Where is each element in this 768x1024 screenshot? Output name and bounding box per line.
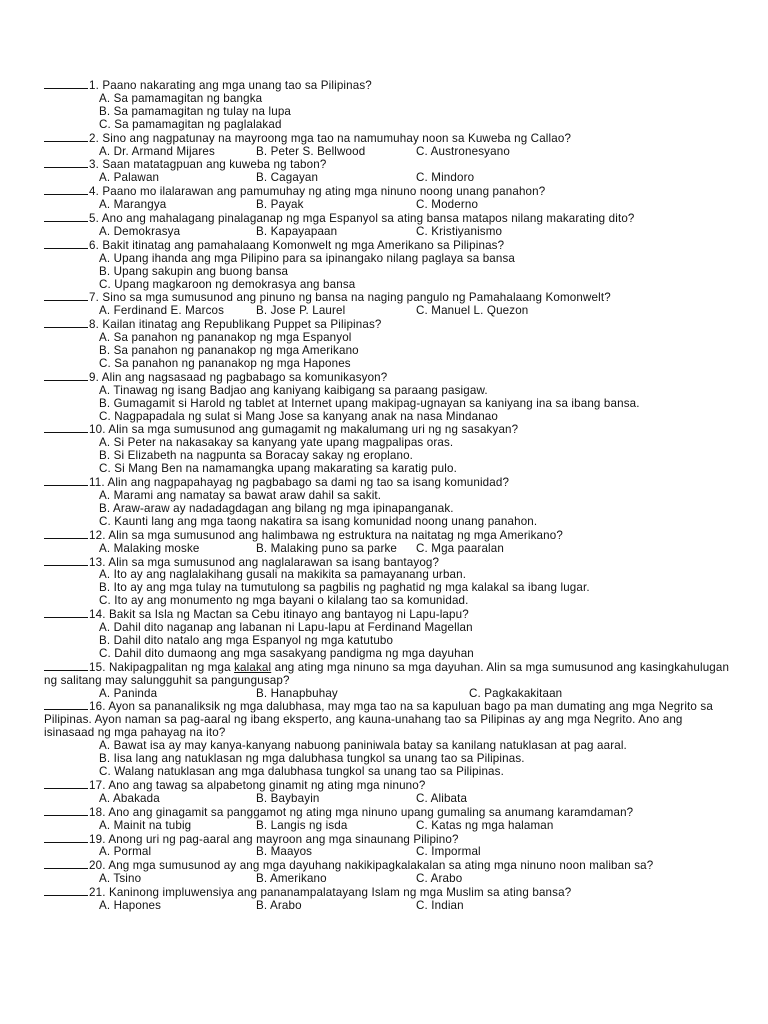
answer-blank[interactable] [44, 185, 88, 195]
question-text: Alin ang nagsasaad ng pagbabago sa komunikasyon? [101, 370, 388, 384]
answer-option[interactable]: C. Upang magkaroon ng demokrasya ang bansa [99, 277, 356, 291]
question-stem [44, 371, 734, 385]
question-stem [44, 806, 734, 820]
question-text: Anong uri ng pag-aaral ang mayroon ang mga sinaunang Pilipino? [108, 832, 459, 846]
answer-blank[interactable] [44, 79, 88, 89]
question-stem [44, 886, 734, 900]
answer-option[interactable]: A. Dr. Armand Mijares [99, 144, 215, 158]
options-row [44, 543, 734, 556]
question-item [44, 608, 734, 661]
question-text: Paano nakarating ang mga unang tao sa Pilipinas? [102, 79, 372, 92]
answer-option[interactable]: B. Payak [256, 198, 304, 212]
question-stem [44, 318, 734, 332]
question-stem [44, 556, 734, 570]
answer-option[interactable]: A. Si Peter na nakasakay sa kanyang yate upang magpalipas oras. [99, 436, 454, 450]
answer-blank[interactable] [44, 859, 88, 869]
answer-blank[interactable] [44, 318, 88, 328]
answer-blank[interactable] [44, 212, 88, 222]
question-text: Ang mga sumusunod ay ang mga dayuhang nakikipagkalakalan sa ating mga ninuno noon maliban sa? [108, 859, 654, 873]
question-text: Bakit itinatag ang pamahalaang Komonwelt ng mga Amerikano sa Pilipinas? [102, 238, 505, 252]
question-item [44, 185, 734, 212]
options-row [44, 305, 734, 318]
question-text: Alin ang nagpapahayag ng pagbabago sa dami ng tao sa isang komunidad? [107, 476, 510, 490]
answer-option[interactable]: A. Demokrasya [99, 224, 181, 238]
answer-blank[interactable] [44, 529, 88, 539]
question-stem [44, 239, 734, 253]
question-stem [44, 661, 734, 688]
answer-option[interactable]: B. Araw-araw ay nadadagdagan ang bilang ng mga ipinapanganak. [99, 501, 454, 515]
answer-option[interactable]: C. Dahil dito dumaong ang mga sasakyang pandigma ng mga dayuhan [99, 646, 474, 660]
question-number: 18. [89, 805, 106, 819]
question-number: 12. [89, 528, 106, 542]
question-number: 20. [89, 859, 106, 873]
question-stem [44, 608, 734, 622]
answer-option[interactable]: B. Kapayapaan [256, 224, 338, 238]
question-stem [44, 779, 734, 793]
answer-blank[interactable] [44, 700, 88, 710]
question-text: Alin sa mga sumusunod ang halimbawa ng estruktura na naitatag ng mga Amerikano? [108, 528, 563, 542]
answer-option[interactable]: B. Iisa lang ang natuklasan ng mga dalubhasa tungkol sa unang tao sa Pilipinas. [99, 752, 525, 766]
question-item [44, 158, 734, 185]
question-item [44, 859, 734, 886]
answer-option[interactable]: A. Paninda [99, 686, 158, 700]
question-number: 9. [89, 370, 99, 384]
underlined-word: kalakal [234, 660, 272, 674]
question-number: 10. [89, 423, 106, 437]
answer-option[interactable]: A. Ito ay ang naglalakihang gusali na makikita sa pamayanang urban. [99, 568, 467, 582]
question-stem [44, 476, 734, 490]
question-item [44, 239, 734, 292]
answer-option[interactable]: B. Malaking puno sa parke [256, 541, 398, 555]
question-item [44, 700, 734, 778]
question-text: Ano ang mahalagang pinalaganap ng mga Espanyol sa ating bansa matapos nilang makarating dito? [101, 212, 635, 226]
question-stem [44, 291, 734, 305]
answer-option[interactable]: C. Austronesyano [416, 144, 510, 158]
question-text: Sino sa mga sumusunod ang pinuno ng bansa na naging pangulo ng Pamahalaang Komonwelt? [102, 291, 611, 305]
question-number: 19. [89, 832, 106, 846]
answer-option[interactable]: B. Hanapbuhay [256, 686, 338, 700]
question-number: 21. [89, 886, 106, 900]
question-number: 6. [89, 238, 99, 252]
question-item [44, 833, 734, 860]
question-stem [44, 79, 734, 93]
question-item [44, 132, 734, 159]
answer-option[interactable]: A. Sa panahon ng pananakop ng mga Espanyol [99, 331, 352, 345]
answer-option[interactable]: C. Pagkakakitaan [469, 686, 563, 700]
answer-option[interactable]: B. Langis ng isda [256, 818, 348, 832]
question-number: 14. [89, 608, 106, 622]
options-row [44, 688, 734, 701]
answer-option[interactable]: C. Mindoro [416, 171, 475, 185]
question-item [44, 291, 734, 318]
answer-option[interactable]: C. Katas ng mga halaman [416, 818, 554, 832]
question-number: 2. [89, 131, 99, 145]
question-number: 16. [89, 700, 106, 714]
options-row [44, 793, 734, 806]
question-number: 13. [89, 555, 106, 569]
question-stem [44, 158, 734, 172]
answer-option[interactable]: A. Upang ihanda ang mga Pilipino para sa ipinangako nilang paglaya sa bansa [99, 251, 516, 265]
question-text: Bakit sa Isla ng Mactan sa Cebu itinayo ang bantayog ni Lapu-lapu? [108, 608, 469, 622]
question-item [44, 529, 734, 556]
answer-option[interactable]: B. Si Elizabeth na nagpunta sa Boracay sakay ng eroplano. [99, 449, 414, 463]
answer-option[interactable]: A. Dahil dito naganap ang labanan ni Lapu-lapu at Ferdinand Magellan [99, 621, 473, 635]
question-item [44, 79, 734, 132]
answer-option[interactable]: B. Cagayan [256, 171, 319, 185]
options-row [44, 873, 734, 886]
question-number: 17. [89, 778, 106, 792]
answer-blank[interactable] [44, 556, 88, 566]
question-item [44, 318, 734, 371]
answer-blank[interactable] [44, 779, 88, 789]
answer-option[interactable]: C. Walang natuklasan ang mga dalubhasa tungkol sa unang tao sa Pilipinas. [99, 765, 504, 779]
answer-blank[interactable] [44, 476, 88, 486]
answer-option[interactable]: B. Gumagamit si Harold ng tablet at Internet upang makipag-ugnayan sa kaniyang ina sa ibang bansa. [99, 396, 640, 410]
answer-option[interactable]: A. Tsino [99, 872, 142, 886]
options-row [44, 172, 734, 185]
answer-option[interactable]: A. Marangya [99, 198, 167, 212]
answer-option[interactable]: C. Moderno [416, 198, 479, 212]
answer-option[interactable]: C. Manuel L. Quezon [416, 304, 529, 318]
answer-option[interactable]: C. Sa pamamagitan ng paglalakad [99, 117, 282, 131]
question-text: ang ating mga ninuno sa mga dayuhan. Alin sa mga sumusunod ang kasingkahulugan ng salitang may salungguhit sa pangungusap? [44, 660, 730, 687]
answer-option[interactable]: C. Si Mang Ben na namamangka upang makarating sa karatig pulo. [99, 462, 457, 476]
question-number: 5. [89, 212, 99, 226]
question-item [44, 212, 734, 239]
answer-option[interactable]: B. Peter S. Bellwood [256, 144, 366, 158]
question-text: Kailan itinatag ang Republikang Puppet sa Pilipinas? [102, 318, 382, 332]
answer-option[interactable]: C. Kaunti lang ang mga taong nakatira sa isang komunidad noong unang panahon. [99, 514, 538, 528]
answer-option[interactable]: C. Kristiyanismo [416, 224, 503, 238]
answer-option[interactable]: B. Dahil dito natalo ang mga Espanyol ng mga katutubo [99, 633, 394, 647]
question-text: Sino ang nagpatunay na mayroong mga tao na namumuhay noon sa Kuweba ng Callao? [102, 131, 572, 145]
question-item [44, 476, 734, 529]
question-text: Paano mo ilalarawan ang pamumuhay ng ating mga ninuno noong unang panahon? [102, 185, 546, 199]
options-row [44, 846, 734, 859]
answer-option[interactable]: A. Tinawag ng isang Badjao ang kaniyang kaibigang sa paraang pasigaw. [99, 383, 488, 397]
answer-blank[interactable] [44, 423, 88, 433]
options-row [44, 820, 734, 833]
answer-option[interactable]: A. Malaking moske [99, 541, 200, 555]
answer-blank[interactable] [44, 886, 88, 896]
options-row [44, 900, 734, 913]
question-stem [44, 859, 734, 873]
answer-blank[interactable] [44, 239, 88, 249]
question-number: 8. [89, 318, 99, 332]
answer-blank[interactable] [44, 371, 88, 381]
question-text: Kaninong impluwensiya ang pananampalatayang Islam ng mga Muslim sa ating bansa? [108, 886, 572, 900]
answer-blank[interactable] [44, 833, 88, 843]
question-text: Alin sa mga sumusunod ang naglalarawan sa isang bantayog? [108, 555, 440, 569]
question-text: Alin sa mga sumusunod ang gumagamit ng makalumang uri ng ng sasakyan? [108, 423, 519, 437]
question-number: 11. [89, 476, 105, 490]
question-stem [44, 700, 734, 740]
question-item [44, 661, 734, 701]
answer-option[interactable]: C. Arabo [416, 872, 463, 886]
answer-option[interactable]: A. Bawat isa ay may kanya-kanyang nabuong paniniwala batay sa kanilang natuklasan at pag aaral. [99, 739, 627, 753]
question-number: 4. [89, 185, 99, 199]
answer-option[interactable]: C. Alibata [416, 791, 468, 805]
answer-option[interactable]: A. Mainit na tubig [99, 818, 192, 832]
answer-option[interactable]: A. Abakada [99, 791, 160, 805]
question-stem [44, 833, 734, 847]
answer-blank[interactable] [44, 132, 88, 142]
options-row [44, 146, 734, 159]
question-item [44, 556, 734, 609]
answer-option[interactable]: B. Ito ay ang mga tulay na tumutulong sa pagbilis ng paghatid ng mga kalakal sa ibang lugar. [99, 581, 590, 595]
answer-option[interactable]: A. Palawan [99, 171, 160, 185]
answer-option[interactable]: B. Upang sakupin ang buong bansa [99, 264, 289, 278]
answer-option[interactable]: A. Pormal [99, 845, 152, 859]
answer-option[interactable]: A. Sa pamamagitan ng bangka [99, 91, 263, 105]
question-item [44, 423, 734, 476]
options-row [44, 199, 734, 212]
question-text: Ano ang tawag sa alpabetong ginamit ng ating mga ninuno? [108, 778, 426, 792]
answer-option[interactable]: C. Mga paaralan [416, 541, 504, 555]
answer-option[interactable]: B. Sa pamamagitan ng tulay na lupa [99, 104, 292, 118]
answer-option[interactable]: C. Sa panahon ng pananakop ng mga Hapones [99, 356, 351, 370]
question-item [44, 886, 734, 913]
answer-blank[interactable] [44, 158, 88, 168]
answer-option[interactable]: A. Hapones [99, 899, 162, 913]
answer-option[interactable]: C. Indian [416, 899, 464, 913]
question-number: 1. [89, 79, 99, 92]
question-text: Ano ang ginagamit sa panggamot ng ating mga ninuno upang gumaling sa anumang karamdaman? [108, 805, 634, 819]
answer-blank[interactable] [44, 661, 88, 671]
answer-blank[interactable] [44, 608, 88, 618]
answer-option[interactable]: B. Amerikano [256, 872, 327, 886]
answer-option[interactable]: B. Sa panahon ng pananakop ng mga Amerikano [99, 344, 359, 358]
question-stem [44, 529, 734, 543]
question-stem [44, 212, 734, 226]
question-number: 7. [89, 291, 99, 305]
answer-blank[interactable] [44, 291, 88, 301]
answer-option[interactable]: A. Marami ang namatay sa bawat araw dahil sa sakit. [99, 489, 382, 503]
answer-blank[interactable] [44, 806, 88, 816]
question-item [44, 779, 734, 806]
quiz-questions [44, 79, 734, 913]
answer-option[interactable]: A. Ferdinand E. Marcos [99, 304, 225, 318]
answer-option[interactable]: B. Jose P. Laurel [256, 304, 346, 318]
question-item [44, 806, 734, 833]
answer-option[interactable]: C. Ito ay ang monumento ng mga bayani o kilalang tao sa komunidad. [99, 594, 469, 608]
question-text: Nakipagpalitan ng mga [108, 660, 235, 674]
question-number: 3. [89, 158, 99, 172]
answer-option[interactable]: B. Maayos [256, 845, 313, 859]
options-row [44, 226, 734, 239]
question-stem [44, 185, 734, 199]
question-text: Ayon sa pananaliksik ng mga dalubhasa, may mga tao na sa kapuluan bago pa man dumating ang mga Negrito sa Pilipinas. Ayon naman sa pag-aaral ng ibang eksperto, ang kauna-unahang tao sa Pilipinas ay ang mga Negrito. Ano ang isinasaad ng mga pahayag na ito? [44, 700, 713, 740]
answer-option[interactable]: B. Baybayin [256, 791, 320, 805]
answer-option[interactable]: C. Impormal [416, 845, 481, 859]
question-number: 15. [89, 660, 106, 674]
question-stem [44, 132, 734, 146]
question-item [44, 371, 734, 424]
question-text: Saan matatagpuan ang kuweba ng tabon? [102, 158, 327, 172]
question-stem [44, 423, 734, 437]
answer-option[interactable]: C. Nagpapadala ng sulat si Mang Jose sa kanyang anak na nasa Mindanao [99, 409, 499, 423]
answer-option[interactable]: B. Arabo [256, 899, 302, 913]
